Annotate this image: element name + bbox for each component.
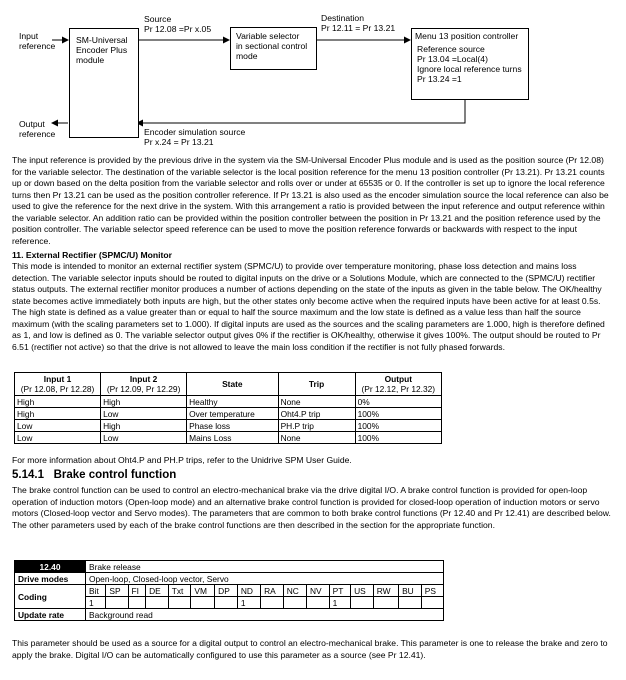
coding-header: PT [329, 585, 351, 597]
coding-header: DE [146, 585, 169, 597]
menu13-title: Menu 13 position controller [415, 31, 519, 41]
coding-header: FI [128, 585, 146, 597]
menu13-line: Reference source [417, 44, 485, 54]
coding-value [215, 597, 238, 609]
drive-modes-label: Drive modes [15, 573, 86, 585]
variable-selector-text: Variable selector in sectional control mode [236, 31, 308, 61]
header-output: Output (Pr 12.12, Pr 12.32) [355, 373, 441, 396]
menu13-line: Pr 13.04 =Local(4) [417, 54, 488, 64]
source-label: Source [144, 14, 172, 24]
paragraph-brake-release: This parameter should be used as a source for a digital output to control an electro-mechanical brake. This parameter is one to release the brake and zero to apply the brake. Digital I/O can be automatically configured to use this parameter as a source (see Pr 12.41). [12, 638, 608, 660]
drive-modes-value: Open-loop, Closed-loop vector, Servo [86, 573, 444, 585]
destination-label: Destination [321, 13, 364, 23]
block-diagram [0, 0, 626, 152]
coding-header: DP [215, 585, 238, 597]
parameter-table [14, 560, 444, 621]
menu13-line: Ignore local reference turns [417, 64, 522, 74]
destination-value: Pr 12.11 = Pr 13.21 [321, 23, 396, 33]
coding-header: US [351, 585, 374, 597]
variable-selector-box [230, 27, 317, 70]
coding-header: NV [306, 585, 329, 597]
coding-value: 1 [329, 597, 351, 609]
coding-value [146, 597, 169, 609]
coding-value [421, 597, 443, 609]
menu13-box [411, 28, 529, 100]
section-heading [12, 469, 176, 481]
paragraph-external-rectifier: This mode is intended to monitor an external rectifier system (SPMC/U) to provide over temperature monitoring, phase loss detection and mains loss detection. The variable selector inputs should be routed to digital inputs on the drive or a Solutions Module, which are connected to the (SPMC/U) rectifier status outputs. The external rectifier monitor produces a number of actions depending on the state of the inputs as given in the table below. The OK/healthy state becomes active immediately both inputs are high, but the other states only become active when the required inputs have been active for at least 0.5s. The high state is defined as a value greater than or equal to half the source maximum and the low state is defined as a value less than half the source maximum (with the scaling parameters set to 1.000). If digital inputs are used as the sources and the scaling parameters are 1.000, high is therefore defined as 1, and low is defined as 0. The variable selector output gives 0% if the rectifier is OK/healthy, otherwise it gives 100%. The output should be routed to Pr 6.51 (rectifier not active) so that the drive is not allowed to leave the main loss condition if the rectifier is not fully phased forwards. [12, 261, 605, 352]
param-name: Brake release [86, 561, 444, 573]
heading-external-rectifier: 11. External Rectifier (SPMC/U) Monitor [12, 250, 172, 260]
input-reference-label: Input reference [19, 31, 56, 51]
header-input1: Input 1 (Pr 12.08, Pr 12.28) [15, 373, 101, 396]
note-trips: For more information about Oht4.P and PH.P trips, refer to the Unidrive SPM User Guide. [12, 455, 352, 465]
header-input2: Input 2 (Pr 12.09, Pr 12.29) [101, 373, 187, 396]
coding-header: BU [399, 585, 422, 597]
source-value: Pr 12.08 =Pr x.05 [144, 24, 212, 34]
coding-label: Coding [15, 585, 86, 609]
coding-value [106, 597, 128, 609]
menu13-line: Pr 13.24 =1 [417, 74, 462, 84]
coding-value [261, 597, 284, 609]
coding-value [373, 597, 398, 609]
update-rate-label: Update rate [15, 609, 86, 621]
paragraph-input-reference: The input reference is provided by the previous drive in the system via the SM-Universal Encoder Plus module and is used as the position source (Pr 12.08) for the variable selector. The destination of the variable selector is the local position reference for the menu 13 position controller (Pr 13.21). Pr 13.21 counts up or down based on the delta position from the variable selector and rolls over or under at 65535 or 0. If the controller is set up to ignore the local reference turns then Pr 13.21 can be used as the position controller reference. If Pr 13.21 is also used as the encoder simulation source the local reference can also be used to give the reference for the next drive in the system. With this arrangement a ratio is provided between the input reference and output reference within the variable selector. An addition ratio can be provided within the position controller between the position in Pr 13.21 and the position reference used by the position controller. The variable selector speed reference can be used to move the position reference forwards or backwards with respect to the input reference. [12, 155, 609, 246]
coding-value [191, 597, 215, 609]
update-rate-value: Background read [86, 609, 444, 621]
coding-value [351, 597, 374, 609]
coding-header: Txt [168, 585, 191, 597]
header-trip: Trip [278, 373, 355, 396]
coding-header: VM [191, 585, 215, 597]
coding-value [168, 597, 191, 609]
table-row: High High Healthy None 0% [15, 396, 442, 408]
coding-header: RW [373, 585, 398, 597]
section-title: Brake control function [53, 469, 177, 481]
coding-value [306, 597, 329, 609]
table-row: Low Low Mains Loss None 100% [15, 432, 442, 444]
coding-header: PS [421, 585, 443, 597]
coding-value [128, 597, 146, 609]
rectifier-state-table [14, 372, 442, 444]
table-row: Low High Phase loss PH.P trip 100% [15, 420, 442, 432]
output-reference-label: Output reference [19, 119, 56, 139]
coding-value: 1 [237, 597, 260, 609]
coding-header: SP [106, 585, 128, 597]
coding-header: Bit [86, 585, 106, 597]
paragraph-brake-control: The brake control function can be used to control an electro-mechanical brake via the drive digital I/O. A brake control function is provided for open-loop operation of induction motors (Open-loop mode) and an alternative brake control function is provided for closed-loop operation of induction motors or servo motors (Closed-loop vector and Servo modes). The parameters that are common to both brake control functions (Pr 12.40 and Pr 12.41) are described below. The other parameters used by each of the brake control functions are then described in the section for the appropriate function. [12, 485, 611, 530]
param-number: 12.40 [15, 561, 86, 573]
section-number: 5.14.1 [12, 469, 44, 481]
coding-header: ND [237, 585, 260, 597]
encoder-sim-value: Pr x.24 = Pr 13.21 [144, 137, 214, 147]
coding-value [283, 597, 306, 609]
coding-header: NC [283, 585, 306, 597]
coding-header: RA [261, 585, 284, 597]
header-state: State [187, 373, 278, 396]
encoder-module-box [69, 28, 139, 138]
encoder-sim-arrow [137, 98, 465, 123]
coding-value: 1 [86, 597, 106, 609]
encoder-sim-label: Encoder simulation source [144, 127, 246, 137]
table-row: High Low Over temperature Oht4.P trip 100% [15, 408, 442, 420]
coding-value [399, 597, 422, 609]
encoder-module-text: SM-Universal Encoder Plus module [76, 35, 128, 65]
